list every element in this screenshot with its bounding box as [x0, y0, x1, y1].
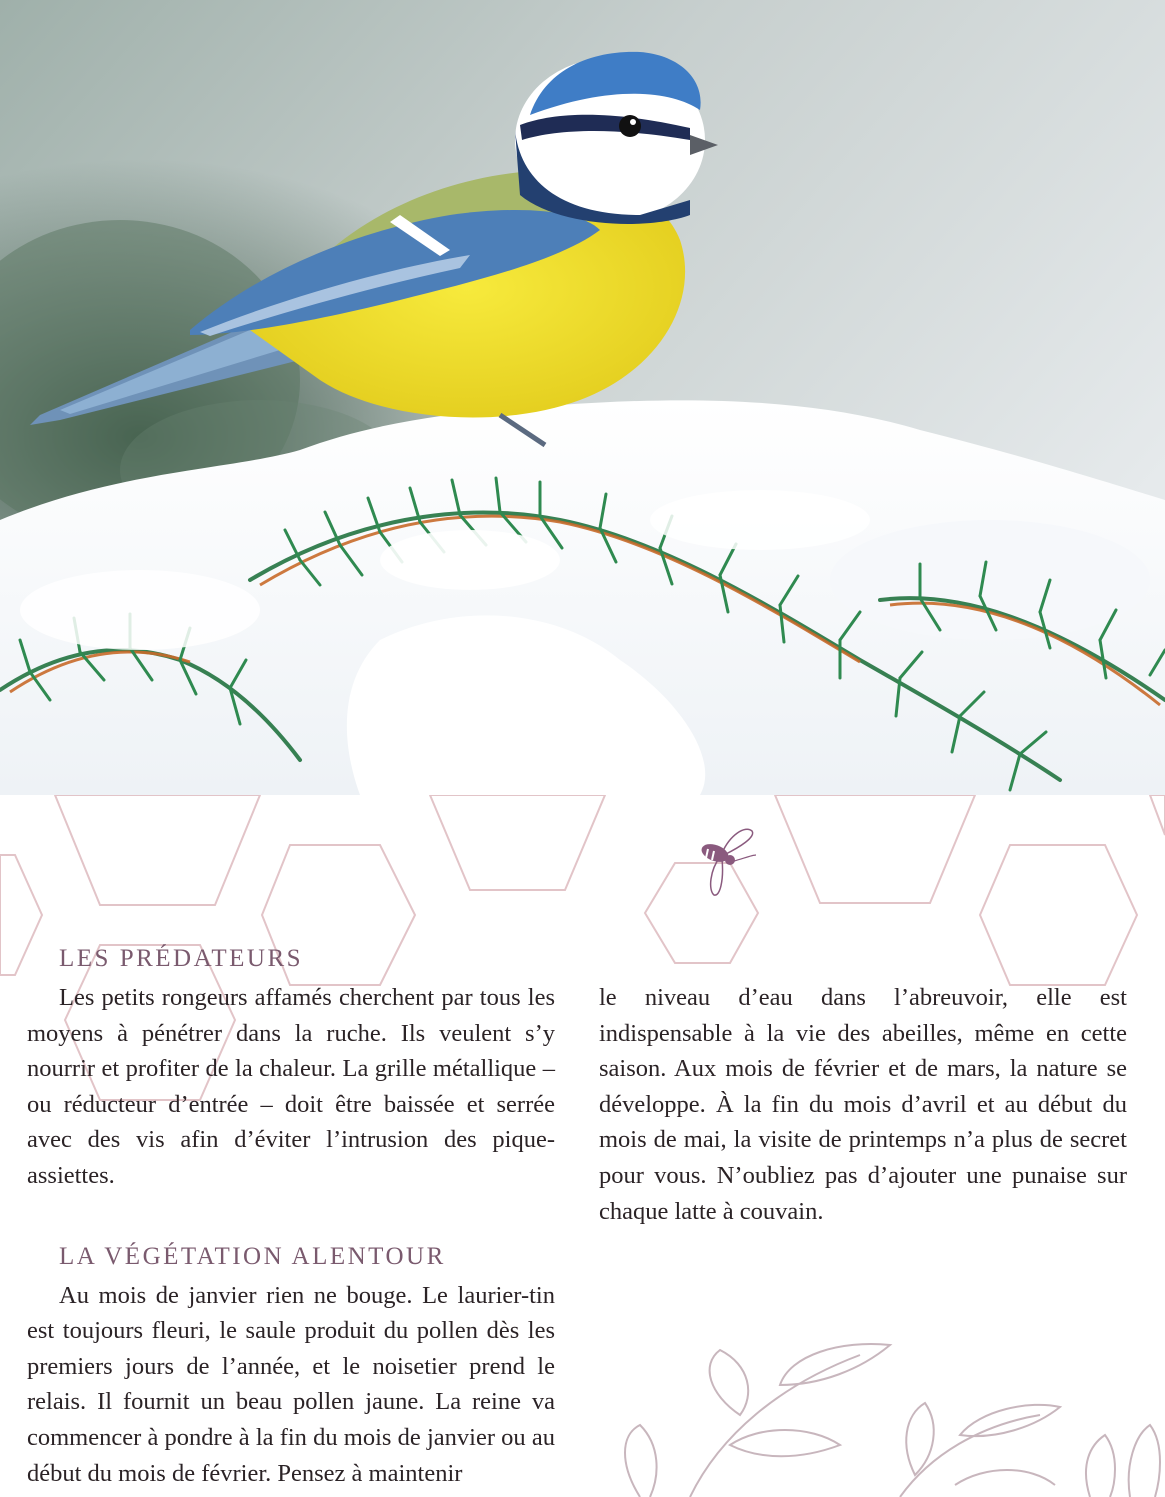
hexagon-shape: [775, 795, 975, 903]
hexagon-shape: [645, 863, 758, 963]
section-heading-vegetation: LA VÉGÉTATION ALENTOUR: [59, 1242, 446, 1270]
section-body-vegetation: Au mois de janvier rien ne bouge. Le laurier-tin est toujours fleuri, le saule produit du pollen dès les premiers jours de l’année, et le noisetier prend le relais. Il fournit un beau pollen jaune. La reine va commencer à pondre à la fin du mois de janvier ou au début du mois de février. Pensez à maintenir: [27, 1281, 555, 1487]
left-column: [27, 940, 555, 1491]
hexagon-shape: [980, 845, 1137, 985]
section-body-vegetation-continued: le niveau d’eau dans l’abreuvoir, elle est indispensable à la vie des abeilles, même en cette saison. Aux mois de février et de mars, la nature se développe. À la fin du mois d’avril et au début du mois de mai, la visite de printemps n’a plus de secret pour vous. N’oubliez pas d’ajouter une punaise sur chaque latte à couvain.: [599, 984, 1127, 1225]
leaf-branch-illustration: [625, 1344, 1160, 1497]
section-heading-predators: LES PRÉDATEURS: [59, 945, 304, 972]
right-column: [599, 980, 1127, 1229]
hexagon-shape: [430, 795, 605, 890]
hexagon-shape: [55, 795, 260, 905]
bee-icon: [699, 829, 756, 895]
section-body-predators: Les petits rongeurs affamés cherchent par tous les moyens à pénétrer dans la ruche. Ils veulent s’y nourrir et profiter de la chaleur. La grille métallique – ou réducteur d’entrée – doit être baissée et serrée avec des vis afin d’éviter l’intrusion des pique-assiettes.: [27, 984, 555, 1189]
hexagon-shape: [1150, 795, 1165, 835]
